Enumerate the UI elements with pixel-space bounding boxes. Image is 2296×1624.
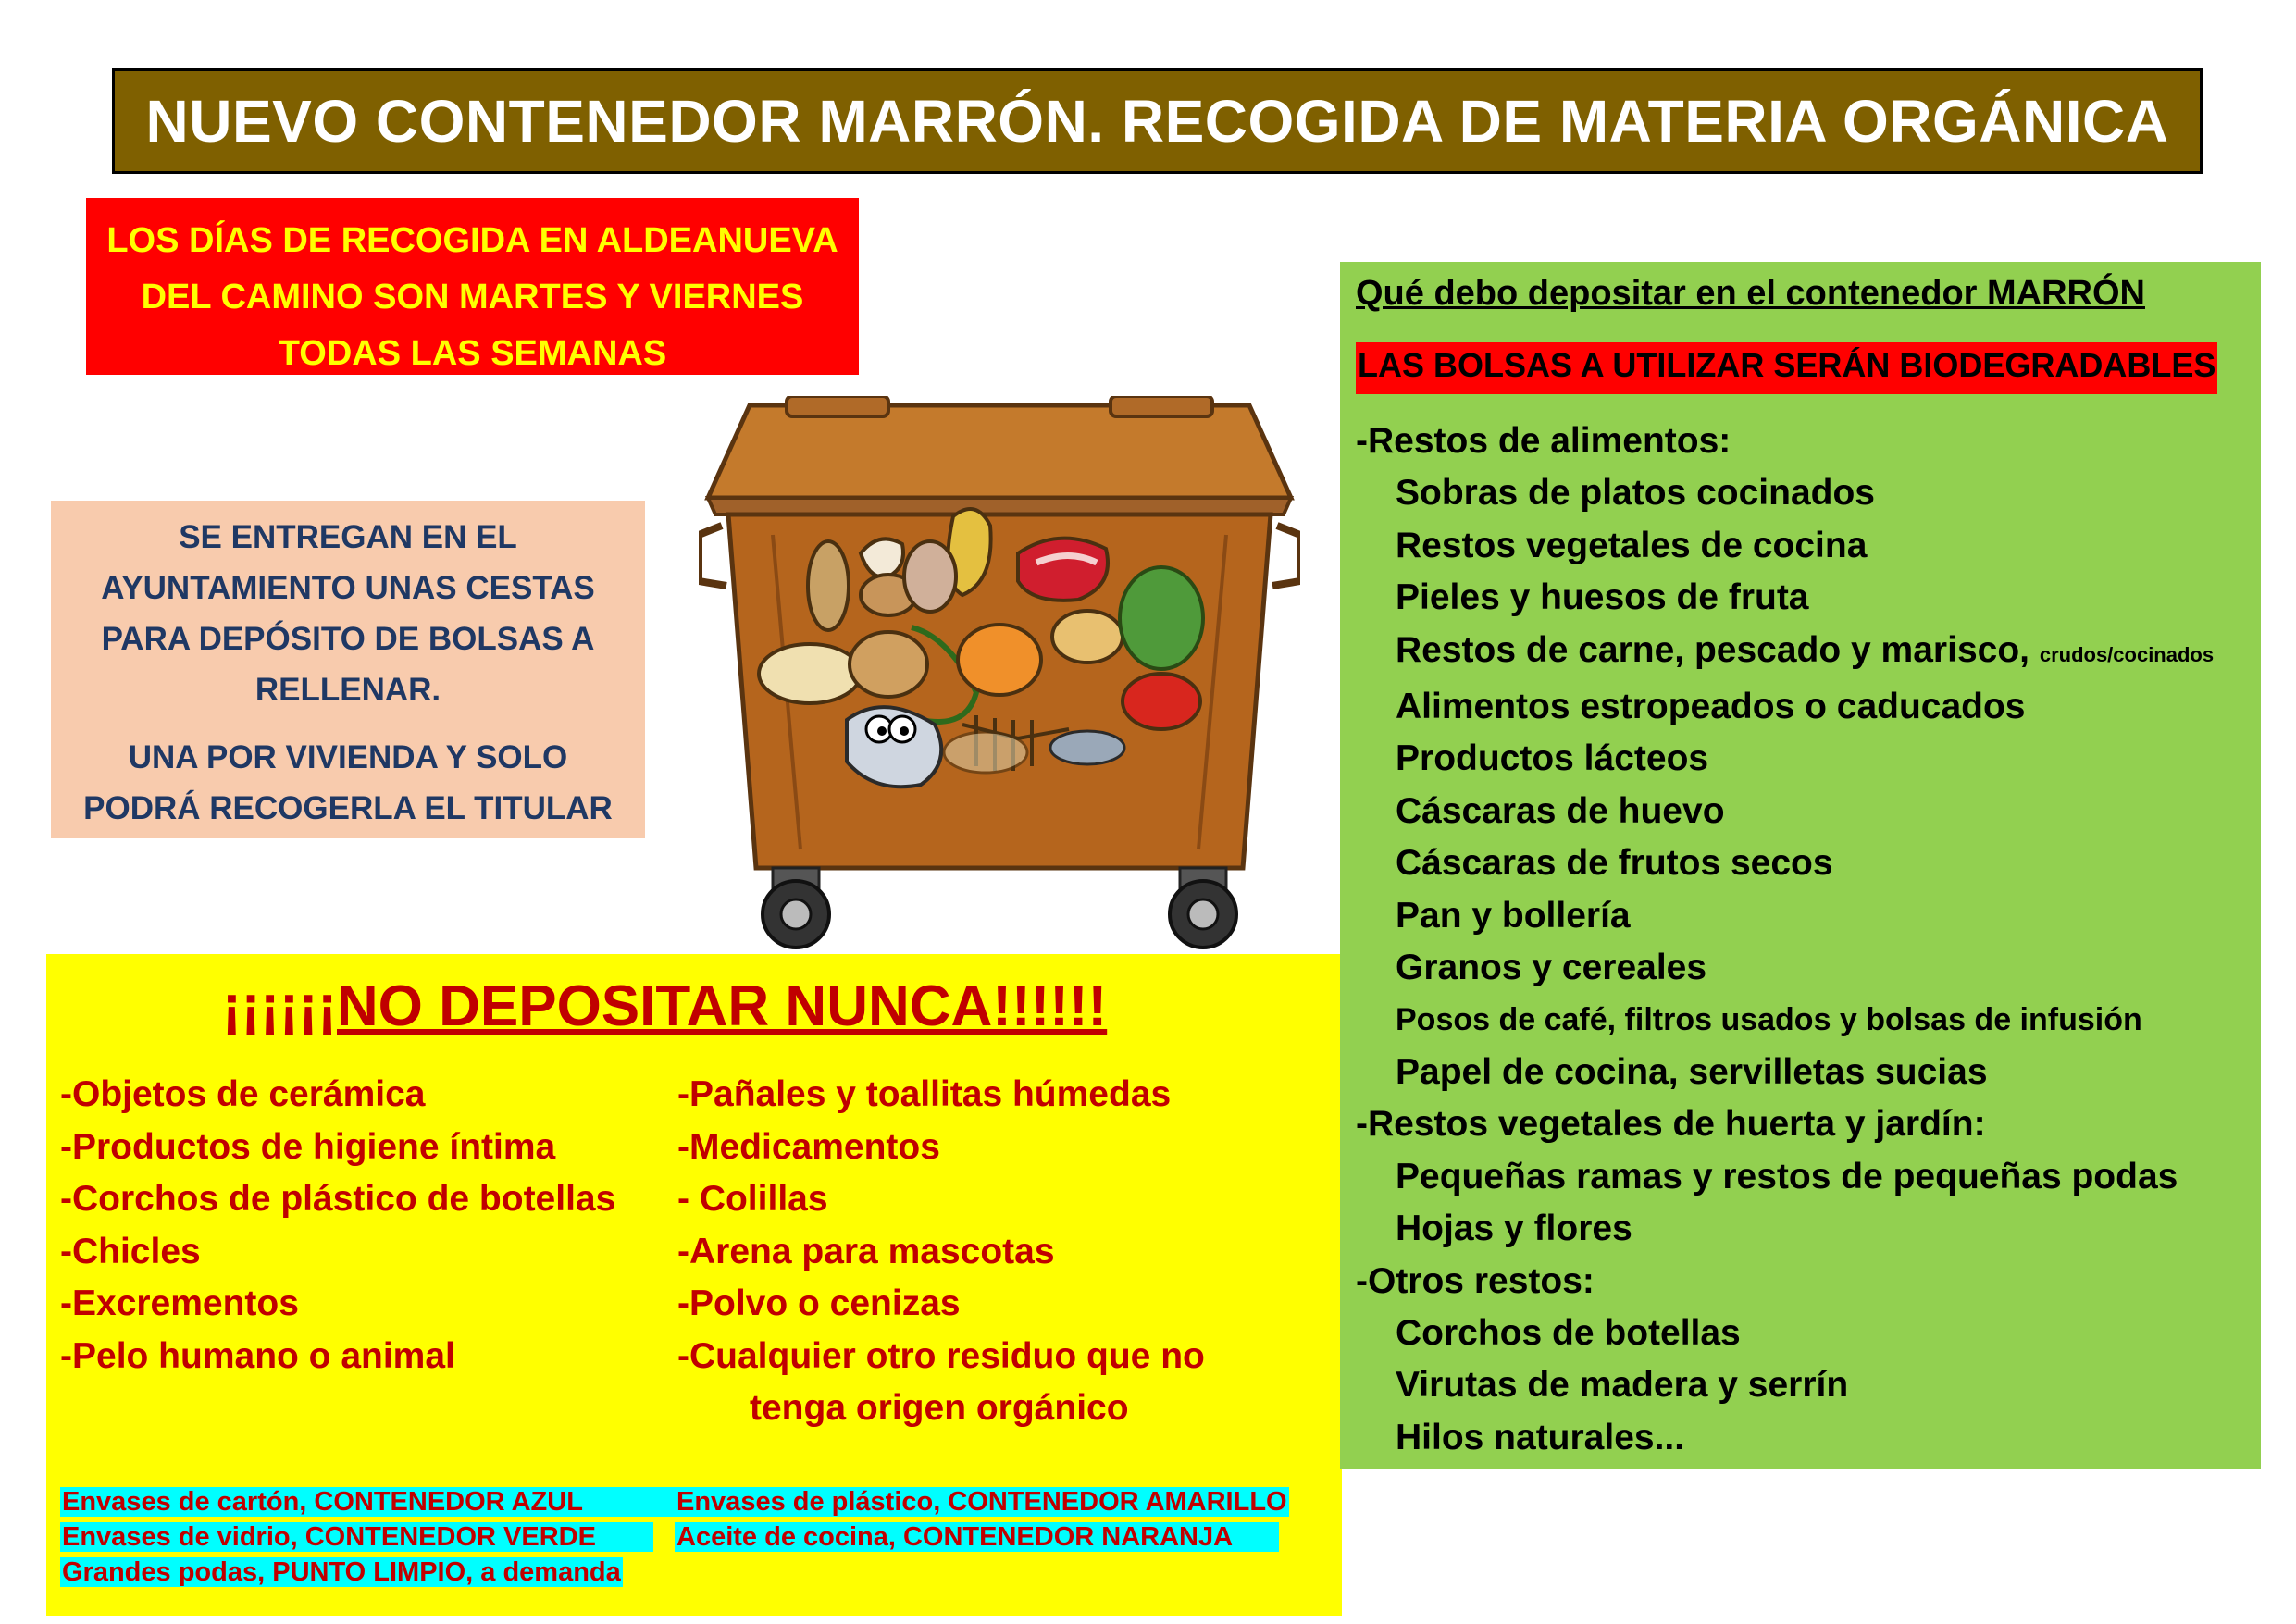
baskets-line: AYUNTAMIENTO UNAS CESTAS <box>101 570 595 606</box>
forbidden-item: -Chicles <box>60 1231 201 1271</box>
forbidden-item: -Arena para mascotas <box>677 1231 1055 1271</box>
baskets-info-box <box>51 501 645 838</box>
category-title: -Restos de alimentos: <box>1356 421 1731 461</box>
forbidden-items-list-right <box>677 1069 1205 1435</box>
baskets-paragraph <box>51 732 645 834</box>
allowed-item: Pequeñas ramas y restos de pequeñas podas <box>1396 1156 2178 1196</box>
collection-days-line: DEL CAMINO SON MARTES Y VIERNES <box>141 278 804 316</box>
forbidden-item: -Corchos de plástico de botellas <box>60 1179 616 1219</box>
baskets-line: UNA POR VIVIENDA Y SOLO <box>128 739 568 775</box>
allowed-item: Cáscaras de huevo <box>1396 790 1725 831</box>
forbidden-item: -Productos de higiene íntima <box>60 1126 556 1167</box>
biodegradable-bags-notice: LAS BOLSAS A UTILIZAR SERÁN BIODEGRADABLES <box>1356 342 2217 394</box>
allowed-item: Cáscaras de frutos secos <box>1396 843 1833 884</box>
forbidden-item: -Polvo o cenizas <box>677 1283 961 1323</box>
allowed-item: Pieles y huesos de fruta <box>1396 577 1809 618</box>
allowed-item: Granos y cereales <box>1396 948 1707 988</box>
forbidden-item: -Pelo humano o animal <box>60 1335 455 1376</box>
forbidden-item: -Pañales y toallitas húmedas <box>677 1074 1172 1114</box>
category-title: -Restos vegetales de huerta y jardín: <box>1356 1104 1986 1145</box>
baskets-line: RELLENAR. <box>254 672 441 708</box>
allowed-item: Alimentos estropeados o caducados <box>1396 687 2026 727</box>
brown-container-illustration <box>699 396 1300 951</box>
other-container-note: Envases de plástico, CONTENEDOR AMARILLO <box>676 1487 1287 1517</box>
allowed-items-list <box>1356 415 2214 1464</box>
allowed-item: Posos de café, filtros usados y bolsas de infusión <box>1396 1002 2142 1038</box>
baskets-line: SE ENTREGAN EN EL <box>179 519 517 555</box>
allowed-item: Papel de cocina, servilletas sucias <box>1396 1051 1988 1092</box>
allowed-item: Hojas y flores <box>1396 1209 1632 1249</box>
allowed-item: Pan y bollería <box>1396 895 1631 936</box>
other-container-note: Envases de cartón, CONTENEDOR AZUL <box>60 1487 687 1517</box>
other-container-note: Grandes podas, PUNTO LIMPIO, a demanda <box>62 1557 621 1587</box>
forbidden-item: -Cualquier otro residuo que no <box>677 1335 1205 1376</box>
collection-days-line: LOS DÍAS DE RECOGIDA EN ALDEANUEVA <box>106 221 838 260</box>
collection-days-box <box>86 198 859 375</box>
allowed-item: Hilos naturales... <box>1396 1417 1685 1457</box>
forbidden-item: -Medicamentos <box>677 1126 940 1167</box>
other-container-note: Envases de vidrio, CONTENEDOR VERDE <box>60 1522 653 1552</box>
forbidden-item: -Objetos de cerámica <box>60 1074 426 1114</box>
allowed-item: Restos vegetales de cocina <box>1396 525 1868 565</box>
baskets-paragraph <box>51 512 645 715</box>
forbidden-items-list-left <box>60 1069 615 1382</box>
page-title: NUEVO CONTENEDOR MARRÓN. RECOGIDA DE MATERIA ORGÁNICA <box>112 68 2203 174</box>
allowed-item: Productos lácteos <box>1396 738 1709 779</box>
forbidden-item: -Excrementos <box>60 1283 299 1323</box>
forbidden-item: - Colillas <box>677 1179 828 1219</box>
allowed-item-note: crudos/cocinados <box>2039 642 2215 666</box>
forbidden-item: tenga origen orgánico <box>750 1388 1129 1428</box>
allowed-item: Corchos de botellas <box>1396 1312 1741 1353</box>
other-container-note: Aceite de cocina, CONTENEDOR NARANJA <box>675 1522 1279 1552</box>
baskets-line: PODRÁ RECOGERLA EL TITULAR <box>83 790 613 826</box>
allowed-item: Virutas de madera y serrín <box>1396 1365 1849 1406</box>
collection-days-line: TODAS LAS SEMANAS <box>278 334 667 373</box>
other-containers-left <box>60 1484 687 1590</box>
allowed-item: Sobras de platos cocinados <box>1396 473 1875 514</box>
category-title: -Otros restos: <box>1356 1260 1595 1301</box>
allowed-item-text: Restos de carne, pescado y marisco, <box>1396 629 2029 670</box>
allowed-items-heading: Qué debo depositar en el contenedor MARRÓN <box>1356 274 2145 313</box>
forbidden-items-heading: ¡¡¡¡¡¡NO DEPOSITAR NUNCA!!!!!! <box>222 974 1108 1038</box>
allowed-item <box>1356 625 2214 681</box>
other-containers-right <box>675 1484 1289 1555</box>
baskets-line: PARA DEPÓSITO DE BOLSAS A <box>101 621 595 657</box>
